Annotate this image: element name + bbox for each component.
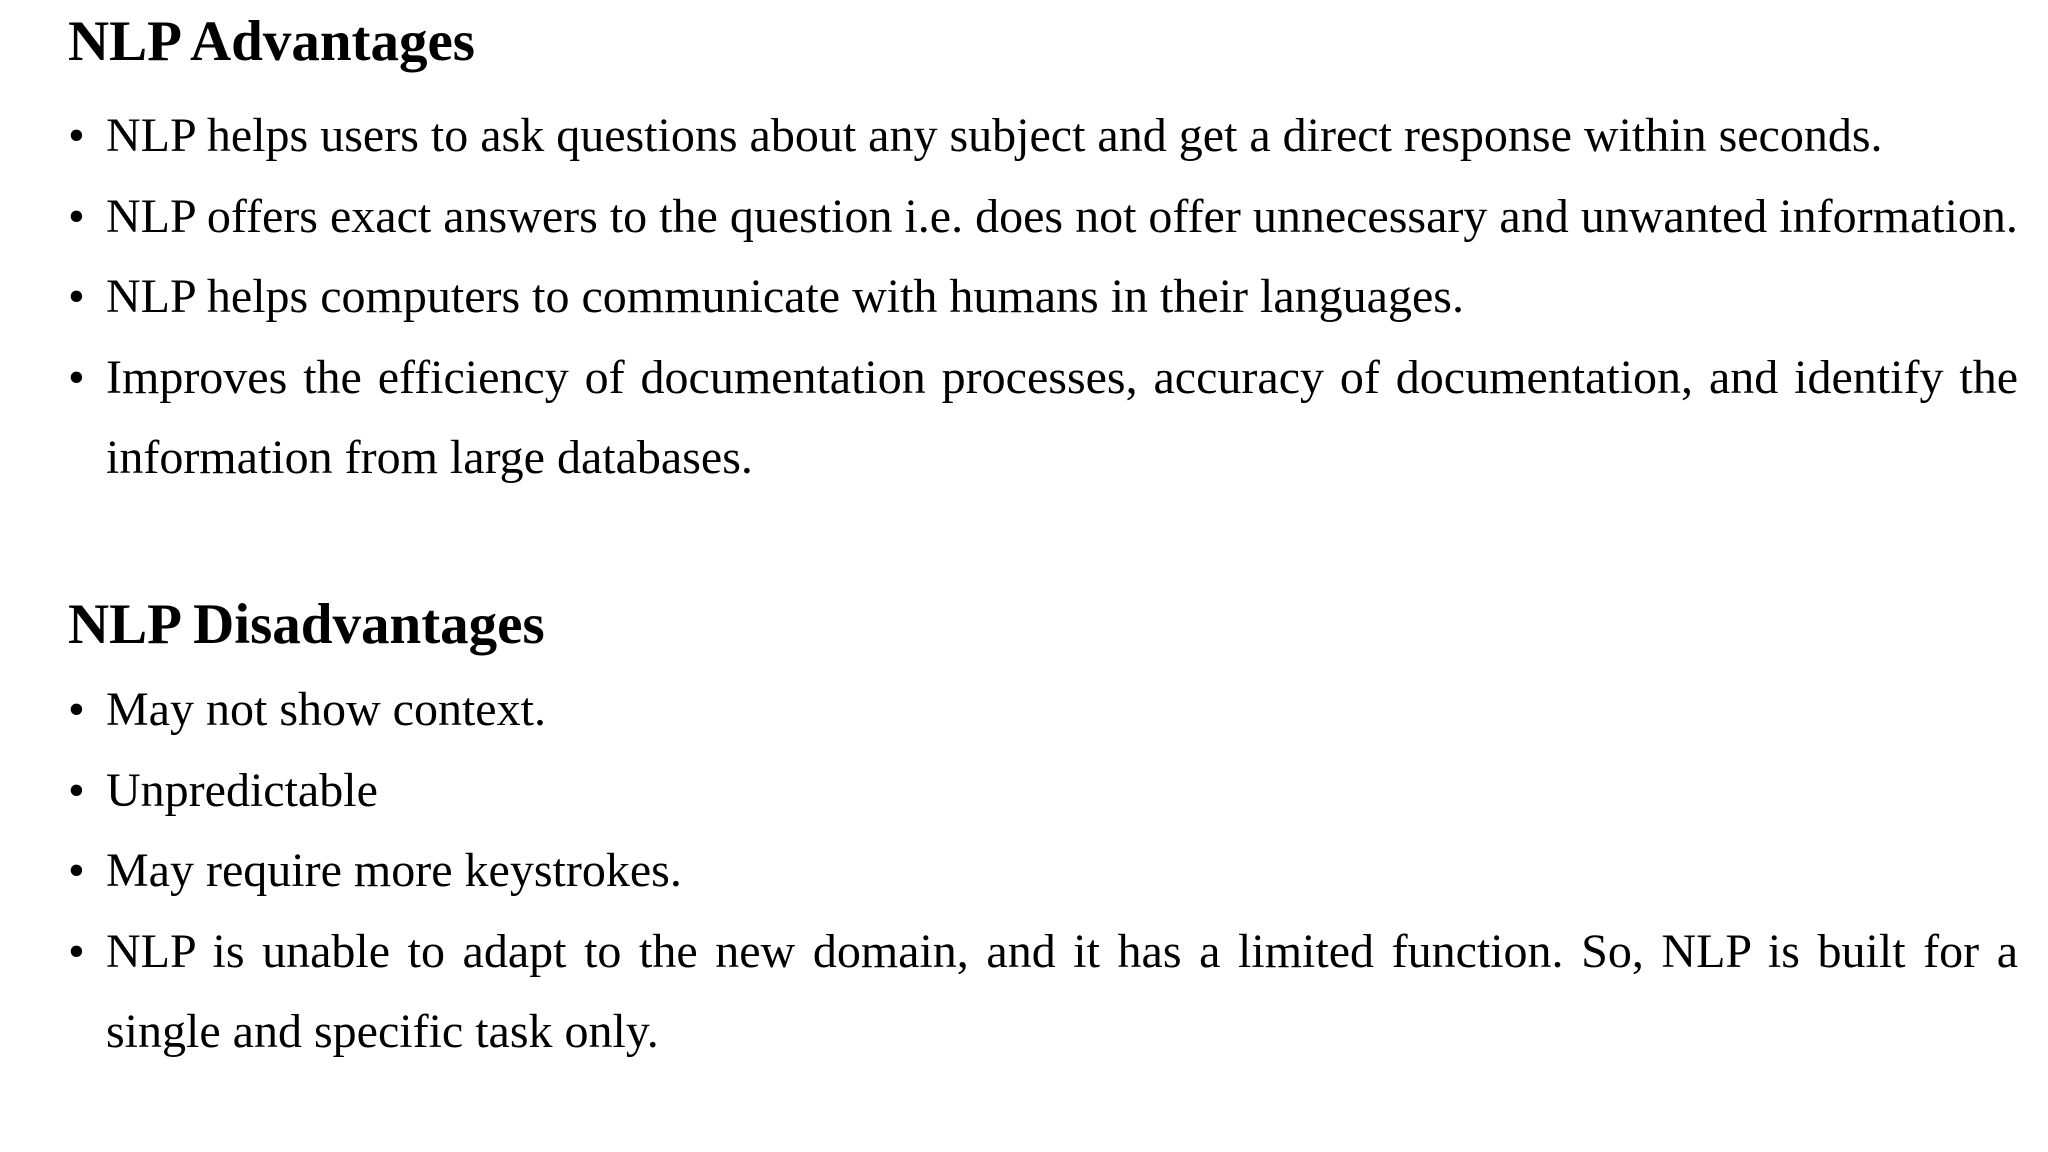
list-item [68, 338, 2018, 499]
bullet-icon: • [68, 109, 85, 162]
list-item-text: May not show context. [106, 683, 546, 736]
bullet-icon: • [68, 189, 85, 243]
list-item-text: NLP offers exact answers to the question i.e. does not offer unnecessary and unwanted information. [106, 189, 2018, 243]
bullet-icon: • [68, 844, 85, 897]
list-item [68, 670, 2018, 751]
bullet-icon: • [68, 924, 85, 978]
list-item-text: Unpredictable [106, 763, 378, 817]
list-item [68, 96, 2018, 177]
list-item-text: May require more keystrokes. [106, 844, 682, 897]
list-item [68, 177, 2018, 258]
bullet-icon: • [68, 350, 85, 404]
bullet-icon: • [68, 683, 85, 736]
list-item [68, 257, 2018, 338]
list-item [68, 912, 2018, 1073]
list-item-text: NLP is unable to adapt to the new domain, and it has a limited function. So, NLP is built for a single and specific task only. [106, 924, 2018, 1058]
advantages-heading: NLP Advantages [68, 10, 475, 73]
list-item [68, 831, 2018, 912]
advantages-list [68, 96, 2018, 499]
list-item-text: NLP helps users to ask questions about any subject and get a direct response within seconds. [106, 109, 1883, 162]
list-item-text: Improves the efficiency of documentation processes, accuracy of documentation, and identify the information from large databases. [106, 350, 2018, 484]
list-item [68, 751, 2018, 832]
disadvantages-heading: NLP Disadvantages [68, 593, 545, 656]
bullet-icon: • [68, 763, 85, 817]
disadvantages-list [68, 670, 2018, 1073]
list-item-text: NLP helps computers to communicate with humans in their languages. [106, 270, 1464, 323]
bullet-icon: • [68, 270, 85, 323]
